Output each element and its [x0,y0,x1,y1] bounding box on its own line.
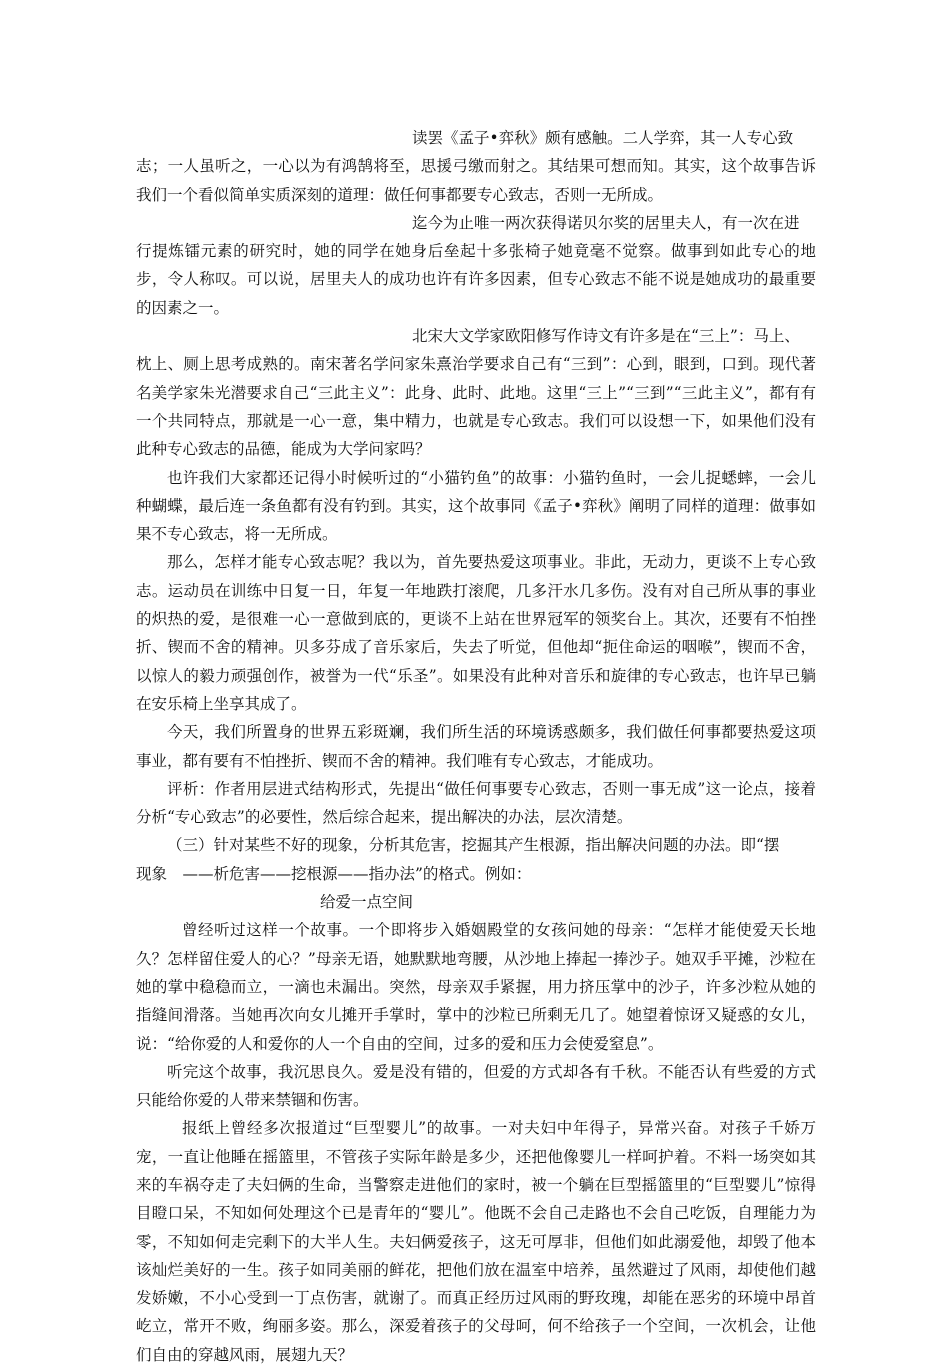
paragraph-text: 枕上、厕上思考成熟的。南宋著名学问家朱熹治学要求自己有“三到”：心到，眼到，口到。现代著名美学家朱光潜要求自己“三此主义”：此身、此时、此地。这里“三上”“三到”“三此主义”，都有有一个共同特点，那就是一心一意，集中精力，也就是专心致志。我们可以设想一下，如果他们没有此种专心致志的品德，能成为大学问家吗？ [136,355,816,459]
paragraph-method-three [136,831,816,888]
paragraph-lead: 北宋大文学家欧阳修写作诗文有许多是在“三上”：马上、 [412,327,800,346]
paragraph-today: 今天，我们所置身的世界五彩斑斓，我们所生活的环境诱惑颇多，我们做任何事都要热爱这项事业，都有要有不怕挫折、锲而不舍的精神。我们唯有专心致志，才能成功。 [136,723,816,770]
essay-title: 给爱一点空间 [320,893,414,912]
paragraph-lead: 迄今为止唯一两次获得诺贝尔奖的居里夫人，有一次在进 [412,213,800,232]
paragraph-how-to-focus: 那么，怎样才能专心致志呢？我以为，首先要热爱这项事业。非此，无动力，更谈不上专心致志。运动员在训练中日复一日，年复一年地跌打滚爬，几多汗水几多伤。没有对自己所从事的事业的炽热的爱，是很难一心一意做到底的，更谈不上站在世界冠军的领奖台上。其次，还要有不怕挫折、锲而不舍的精神。贝多芬成了音乐家后，失去了听觉，但他却“扼住命运的咽喉”，锲而不舍，以惊人的毅力顽强创作，被誉为一代“乐圣”。如果没有此种对音乐和旋律的专心致志，也许早已躺在安乐椅上坐享其成了。 [136,553,816,713]
paragraph-giant-baby: 报纸上曾经多次报道过“巨型婴儿”的故事。一对夫妇中年得子，异常兴奋。对孩子千娇万宠，一直让他睡在摇篮里，不管孩子实际年龄是多少，还把他像婴儿一样呵护着。不料一场突如其来的车祸夺走了夫妇俩的生命，当警察走进他们的家时，被一个躺在巨型摇篮里的“巨型婴儿”惊得目瞪口呆，不知如何处理这个已是青年的“婴儿”。他既不会自己走路也不会自己吃饭，自理能力为零，不知如何走完剩下的大半人生。夫妇俩爱孩子，这无可厚非，但他们如此溺爱他，却毁了他本该灿烂美好的一生。孩子如同美丽的鲜花，把他们放在温室中培养，虽然避过了风雨，却使他们越发娇嫩，不小心受到一丁点伤害，就谢了。而真正经历过风雨的野玫瑰，却能在恶劣的环境中昂首屹立，常开不败，绚丽多姿。那么，深爱着孩子的父母呵，何不给孩子一个空间，一次机会，让他们自由的穿越风雨，展翅九天？ [136,1119,816,1364]
paragraph-curie [136,209,816,322]
paragraph-reflection: 听完这个故事，我沉思良久。爱是没有错的，但爱的方式却各有千秋。不能否认有些爱的方式只能给你爱的人带来禁锢和伤害。 [136,1062,816,1110]
paragraph-text: 现象 ——析危害——挖根源——指办法”的格式。例如： [136,864,532,883]
paragraph-commentary: 评析：作者用层进式结构形式，先提出“做任何事要专心致志，否则一事无成”这一论点，接着分析“专心致志”的必要性，然后综合起来，提出解决的办法，层次清楚。 [136,779,816,827]
paragraph-mencius-intro [136,124,816,209]
paragraph-ouyang-xiu [136,322,816,463]
paragraph-lead: （三）针对某些不好的现象，分析其危害，挖掘其产生根源，指出解决问题的办法。即“摆 [167,836,780,855]
paragraph-sand-story: 曾经听过这样一个故事。一个即将步入婚姻殿堂的女孩问她的母亲：“怎样才能使爱天长地久？怎样留住爱人的心？”母亲无语，她默默地弯腰，从沙地上捧起一捧沙子。她双手平摊，沙粒在她的掌中稳稳而立，一滴也未漏出。突然，母亲双手紧握，用力挤压掌中的沙子，许多沙粒从她的指缝间滑落。当她再次向女儿摊开手掌时，掌中的沙粒已所剩无几了。她望着惊讶又疑惑的女儿，说：“给你爱的人和爱你的人一个自由的空间，过多的爱和压力会使爱窒息”。 [136,921,816,1053]
paragraph-text: 志；一人虽听之，一心以为有鸿鹄将至，思援弓缴而射之。其结果可想而知。其实，这个故事告诉我们一个看似简单实质深刻的道理：做任何事都要专心致志，否则一无所成。 [136,157,816,204]
paragraph-text: 行提炼镭元素的研究时，她的同学在她身后垒起十多张椅子她竟毫不觉察。做事到如此专心的地步，令人称叹。可以说，居里夫人的成功也许有许多因素，但专心致志不能不说是她成功的最重要的因素之一。 [136,242,816,317]
paragraph-kitten-fishing: 也许我们大家都还记得小时候听过的“小猫钓鱼”的故事：小猫钓鱼时，一会儿捉蟋蟀，一会儿种蝴蝶，最后连一条鱼都有没有钓到。其实，这个故事同《孟子•弈秋》阐明了同样的道理：做事如果不专心致志，将一无所成。 [136,468,816,544]
paragraph-lead: 读罢《孟子•弈秋》颇有感触。二人学弈，其一人专心致 [412,129,794,147]
document-body [136,124,816,1369]
